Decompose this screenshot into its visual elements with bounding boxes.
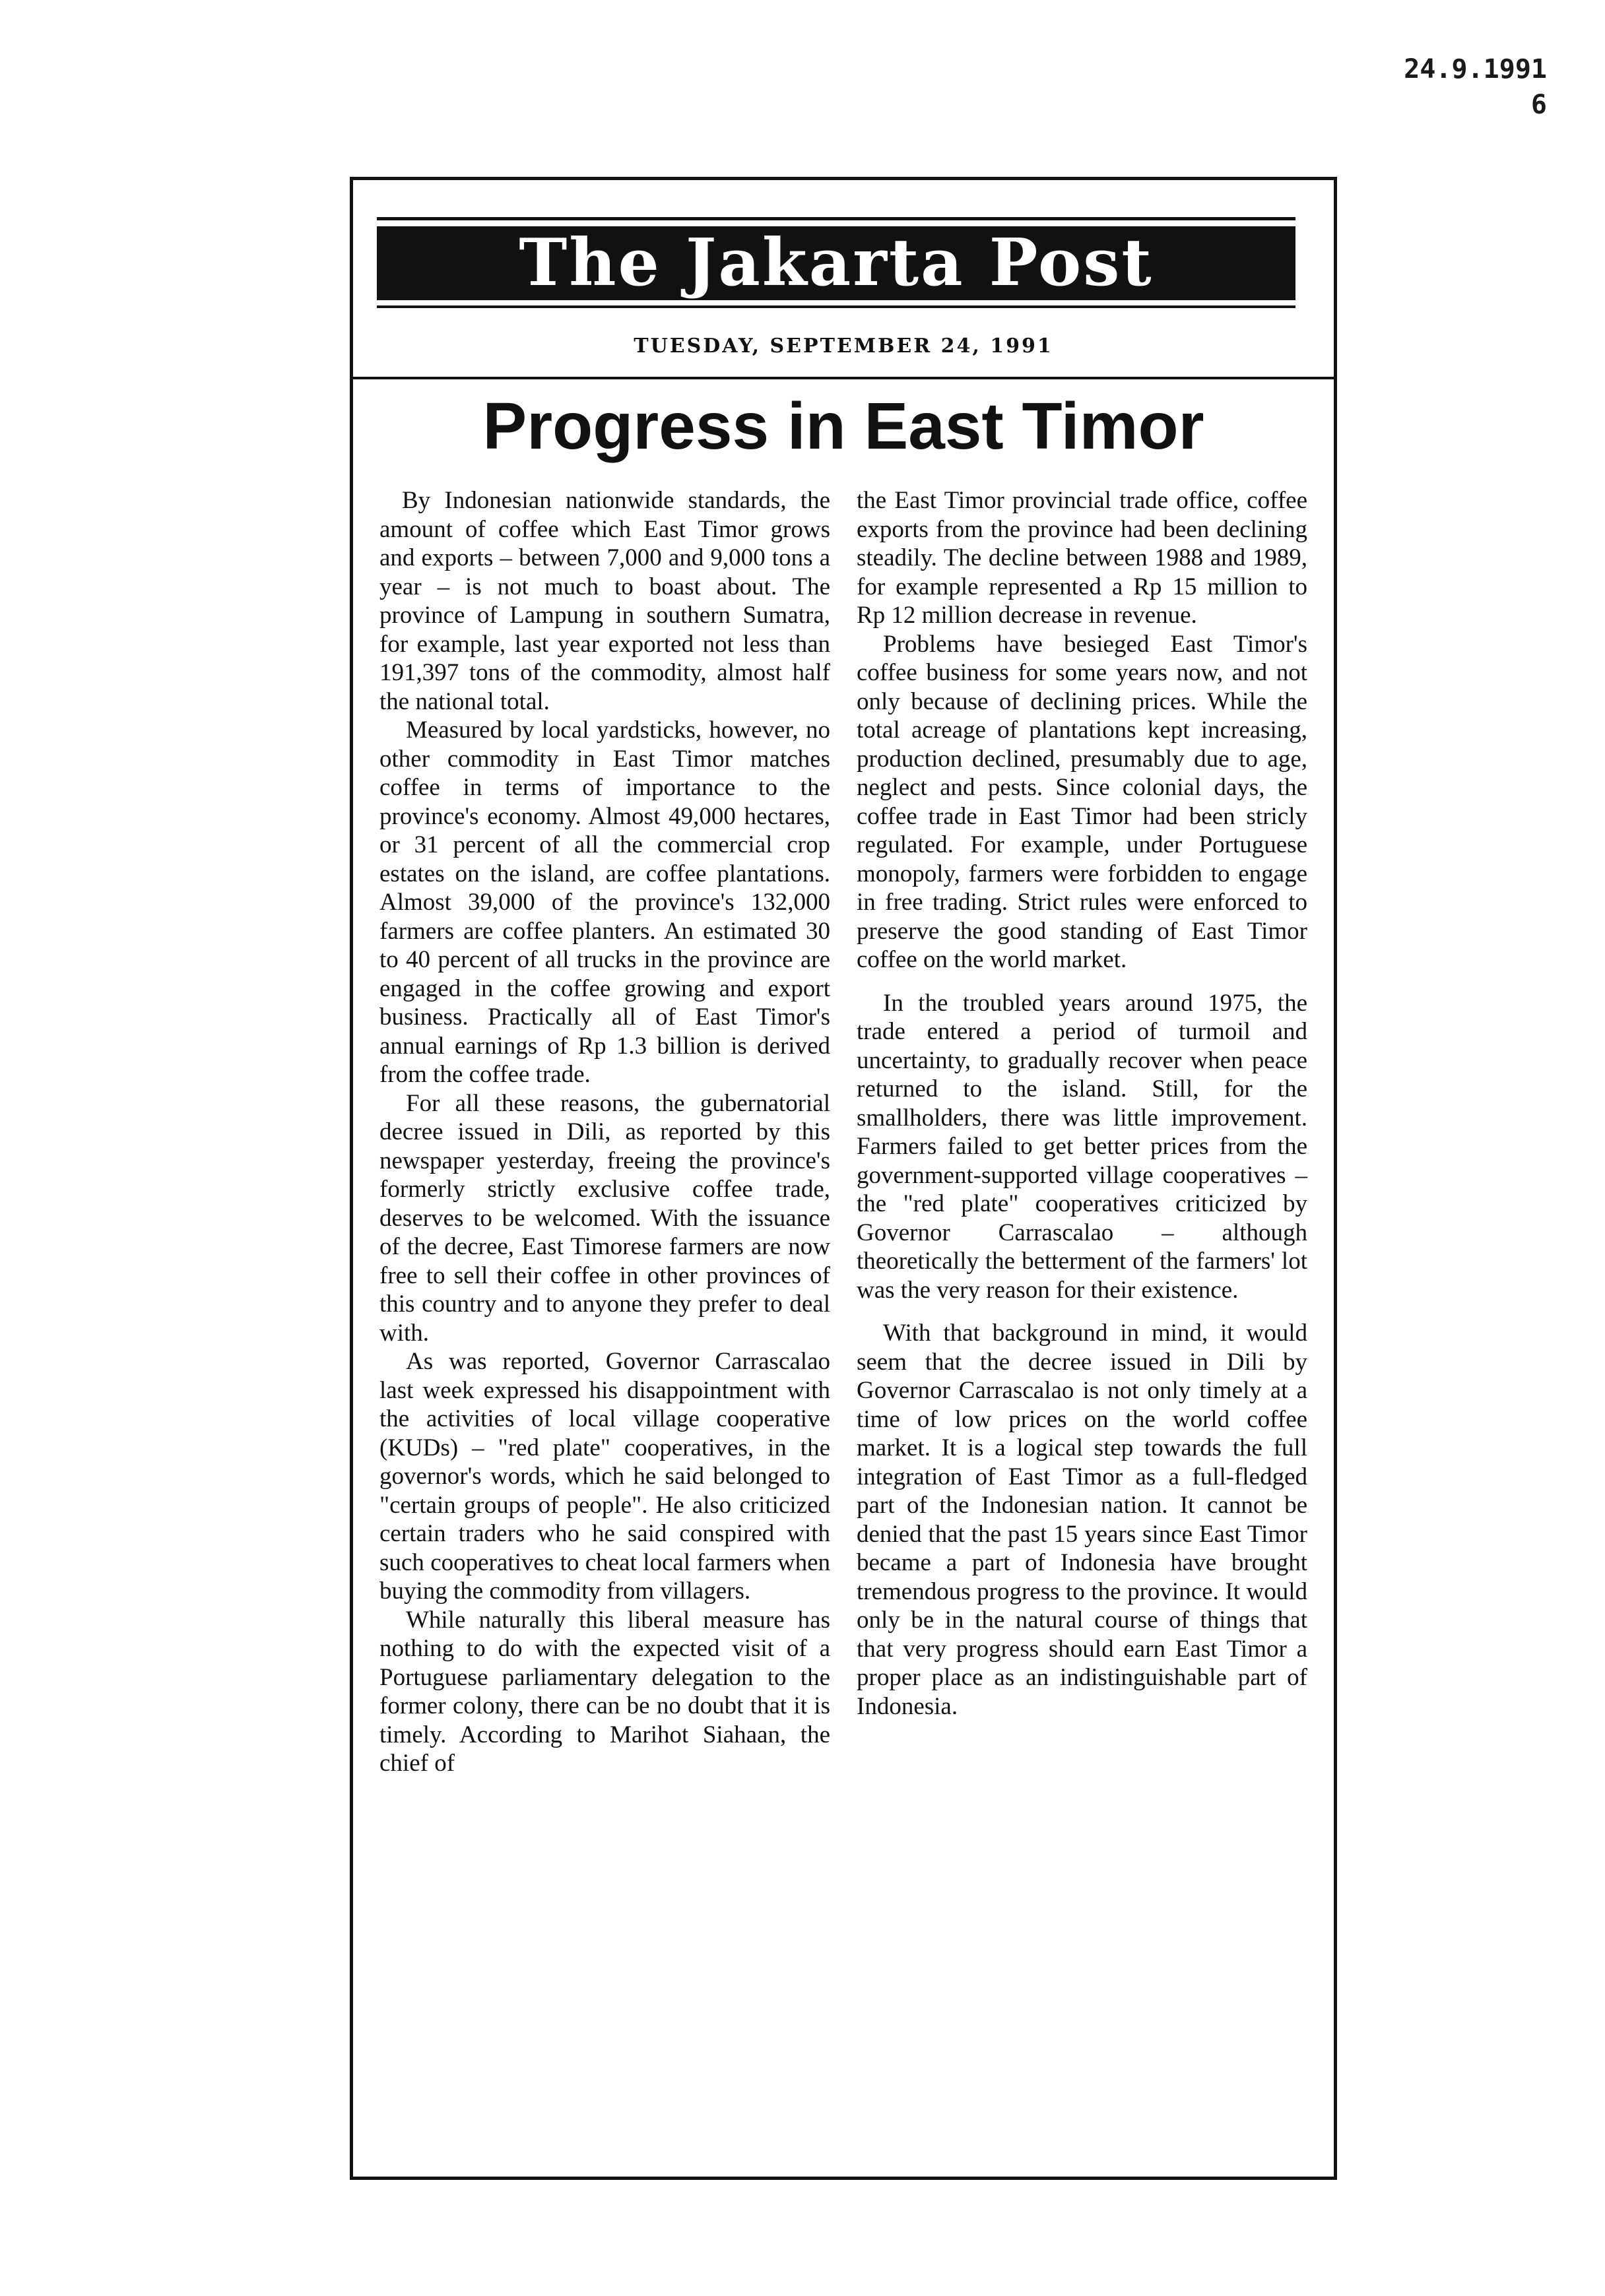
paragraph: As was reported, Governor Carrascalao last week expressed his disappointment with the activities of local village cooperative (KUDs) – "red plate" cooperatives, in the governor's words, which he said belonged to "certain groups of people". He also criticized certain traders who he said conspired with such cooperatives to cheat local farmers when buying the commodity from villagers. — [379, 1348, 830, 1605]
dateline: TUESDAY, SEPTEMBER 24, 1991 — [634, 335, 1053, 358]
stamp-date: 24.9.1991 — [1404, 54, 1547, 84]
masthead-bottom-rule — [377, 305, 1295, 308]
archive-stamp — [1404, 51, 1547, 123]
paragraph: Problems have besieged East Timor's coffee business for some years now, and not only because of declining prices. While the total acreage of plantations kept increasing, production declined, presumably due to age, neglect and pests. Since colonial days, the coffee trade in East Timor had been stricly regulated. For example, under Portuguese monopoly, farmers were forbidden to engage in free trading. Strict rules were enforced to preserve the good standing of East Timor coffee on the world market. — [857, 630, 1307, 973]
paragraph: the East Timor provincial trade office, coffee exports from the province had been declining steadily. The decline between 1988 and 1989, for example represented a Rp 15 million to Rp 12 million decrease in revenue. — [857, 487, 1307, 629]
paragraph: While naturally this liberal measure has nothing to do with the expected visit of a Portuguese parliamentary delegation to the former colony, there can be no doubt that it is timely. According to Marihot Siahaan, the chief of — [379, 1606, 830, 1777]
paragraph: By Indonesian nationwide standards, the amount of coffee which East Timor grows and exports – between 7,000 and 9,000 tons a year – is not much to boast about. The province of Lampung in southern Sumatra, for example, last year exported not less than 191,397 tons of the commodity, almost half the national total. — [379, 487, 830, 715]
masthead-banner — [377, 226, 1295, 300]
paragraph: In the troubled years around 1975, the trade entered a period of turmoil and uncertainty, to gradually recover when peace returned to the island. Still, for the smallholders, there was little improvement. Farmers failed to get better prices from the government-supported village cooperatives – the "red plate" cooperatives criticized by Governor Carrascalao – although theoretically the betterment of the farmers' lot was the very reason for their existence. — [857, 989, 1307, 1304]
clipping-frame — [350, 177, 1337, 2180]
masthead-top-rule — [377, 217, 1295, 220]
article-headline: Progress in East Timor — [482, 389, 1204, 463]
masthead — [377, 217, 1295, 316]
paragraph: For all these reasons, the gubernatorial decree issued in Dili, as reported by this newspaper yesterday, freeing the province's formerly strictly exclusive coffee trade, deserves to be welcomed. With the issuance of the decree, East Timorese farmers are now free to sell their coffee in other provinces of this country and to anyone they prefer to deal with. — [379, 1089, 830, 1347]
paragraph: With that background in mind, it would seem that the decree issued in Dili by Governor Carrascalao is not only timely at a time of low prices on the world coffee market. It is a logical step towards the full integration of East Timor as a full-fledged part of the Indonesian nation. It cannot be denied that the past 15 years since East Timor became a part of Indonesia have brought tremendous progress to the province. It would only be in the natural course of things that that very progress should earn East Timor a proper place as an indistinguishable part of Indonesia. — [857, 1320, 1307, 1720]
right-column — [857, 486, 1307, 2137]
header-divider — [353, 377, 1334, 379]
stamp-page-number: 6 — [1530, 90, 1547, 120]
newspaper-title: The Jakarta Post — [519, 225, 1154, 301]
left-column — [379, 486, 830, 2137]
article-body — [379, 486, 1307, 2137]
paragraph: Measured by local yardsticks, however, no other commodity in East Timor matches coffee in terms of importance to the province's economy. Almost 49,000 hectares, or 31 percent of all the commercial crop estates on the island, are coffee plantations. Almost 39,000 of the province's 132,000 farmers are coffee planters. An estimated 30 to 40 percent of all trucks in the province are engaged in the coffee growing and export business. Practically all of East Timor's annual earnings of Rp 1.3 billion is derived from the coffee trade. — [379, 717, 830, 1088]
